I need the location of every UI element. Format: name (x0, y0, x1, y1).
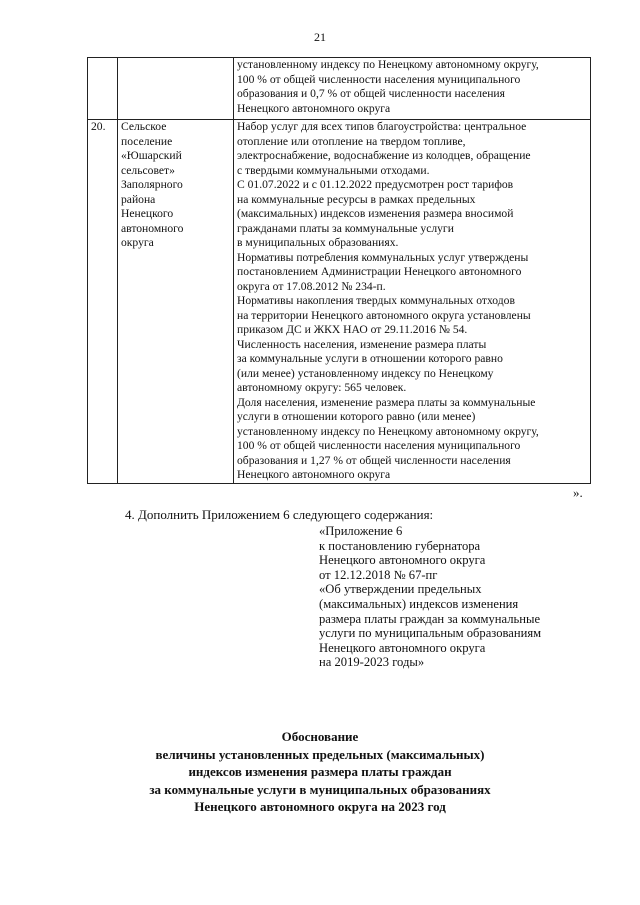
text-line: округа от 17.08.2012 № 234-п. (237, 279, 386, 293)
appendix-line: «Об утверждении предельных (319, 582, 482, 597)
text-line: Ненецкого автономного округа (237, 468, 391, 481)
heading-line: за коммунальные услуги в муниципальных образованиях (149, 781, 491, 797)
municipality-line: сельсовет» (121, 163, 175, 177)
cell-municipality (118, 58, 234, 120)
municipality-line: автономного (121, 221, 184, 235)
section-heading (0, 728, 640, 816)
text-line: электроснабжение, водоснабжение из колодцев, обращение (237, 149, 531, 162)
page-number: 21 (314, 30, 326, 44)
text-line: образования и 0,7 % от общей численности населения (237, 87, 505, 100)
municipality-line: Ненецкого (121, 207, 174, 220)
appendix-line: размера платы граждан за коммунальные (319, 611, 541, 626)
row-number: 20. (91, 120, 106, 133)
heading-line: величины установленных предельных (максимальных) (155, 746, 485, 762)
cell-number (88, 58, 118, 120)
text-line: постановлением Администрации Ненецкого автономного (237, 265, 522, 278)
cell-number (88, 120, 118, 484)
municipality-line: округа (121, 236, 154, 249)
table-row-20 (88, 120, 591, 484)
text-line: на территории Ненецкого автономного округа установлены (237, 308, 531, 322)
municipality-line: района (121, 192, 156, 206)
heading-line: Ненецкого автономного округа на 2023 год (194, 799, 446, 814)
municipality-line: поселение (121, 134, 173, 148)
municipality-line: Заполярного (121, 178, 183, 191)
text-line: 100 % от общей численности населения муниципального (237, 439, 521, 452)
cell-description (234, 120, 591, 484)
text-line: Нормативы потребления коммунальных услуг утверждены (237, 250, 529, 264)
text-line: 100 % от общей численности населения муниципального (237, 72, 521, 86)
appendix-line: услуги по муниципальным образованиям (319, 626, 542, 641)
municipality-line: Сельское (121, 120, 167, 133)
heading-line: Обоснование (281, 729, 359, 744)
text-line: Набор услуг для всех типов благоустройства: центральное (237, 120, 527, 133)
appendix-header (319, 524, 541, 670)
indices-table (87, 57, 591, 484)
appendix-line: (максимальных) индексов изменения (319, 596, 519, 611)
appendix-line: на 2019-2023 годы» (319, 655, 425, 670)
appendix-line: Ненецкого автономного округа (319, 640, 486, 655)
text-line: Численность населения, изменение размера платы (237, 337, 487, 351)
text-line: Нормативы накопления твердых коммунальных отходов (237, 294, 515, 307)
heading-line: индексов изменения размера платы граждан (188, 764, 452, 779)
text-line: услуги в отношении которого равно (или менее) (237, 410, 476, 423)
cell-municipality (118, 120, 234, 484)
text-line: установленному индексу по Ненецкому автономному округу, (237, 58, 539, 71)
text-line: С 01.07.2022 и с 01.12.2022 предусмотрен рост тарифов (237, 178, 514, 191)
text-line: образования и 1,27 % от общей численности населения (237, 453, 511, 467)
appendix-line: к постановлению губернатора (319, 538, 481, 553)
text-line: на коммунальные ресурсы в рамках предельных (237, 192, 476, 206)
text-line: отопление или отопление на твердом топливе, (237, 134, 466, 148)
text-line: гражданами платы за коммунальные услуги (237, 221, 454, 235)
text-line: Доля населения, изменение размера платы за коммунальные (237, 395, 536, 409)
text-line: (максимальных) индексов изменения размера вносимой (237, 207, 514, 220)
item-4-paragraph: 4. Дополнить Приложением 6 следующего содержания: (125, 507, 434, 522)
text-line: (или менее) установленному индексу по Ненецкому (237, 366, 494, 380)
municipality-line: «Юшарский (121, 149, 182, 162)
text-line: с твердыми коммунальными отходами. (237, 163, 430, 177)
appendix-line: Ненецкого автономного округа (319, 553, 486, 568)
text-line: автономному округу: 565 человек. (237, 381, 407, 394)
appendix-line: от 12.12.2018 № 67-пг (319, 567, 438, 582)
closing-quote: ». (573, 485, 583, 500)
text-line: за коммунальные услуги в отношении которого равно (237, 352, 503, 365)
text-line: Ненецкого автономного округа (237, 101, 391, 115)
table-row-continued (88, 58, 591, 120)
cell-description (234, 58, 591, 120)
text-line: в муниципальных образованиях. (237, 236, 399, 249)
text-line: приказом ДС и ЖКХ НАО от 29.11.2016 № 54. (237, 323, 468, 336)
appendix-line: «Приложение 6 (319, 524, 403, 538)
text-line: установленному индексу по Ненецкому автономному округу, (237, 424, 539, 438)
